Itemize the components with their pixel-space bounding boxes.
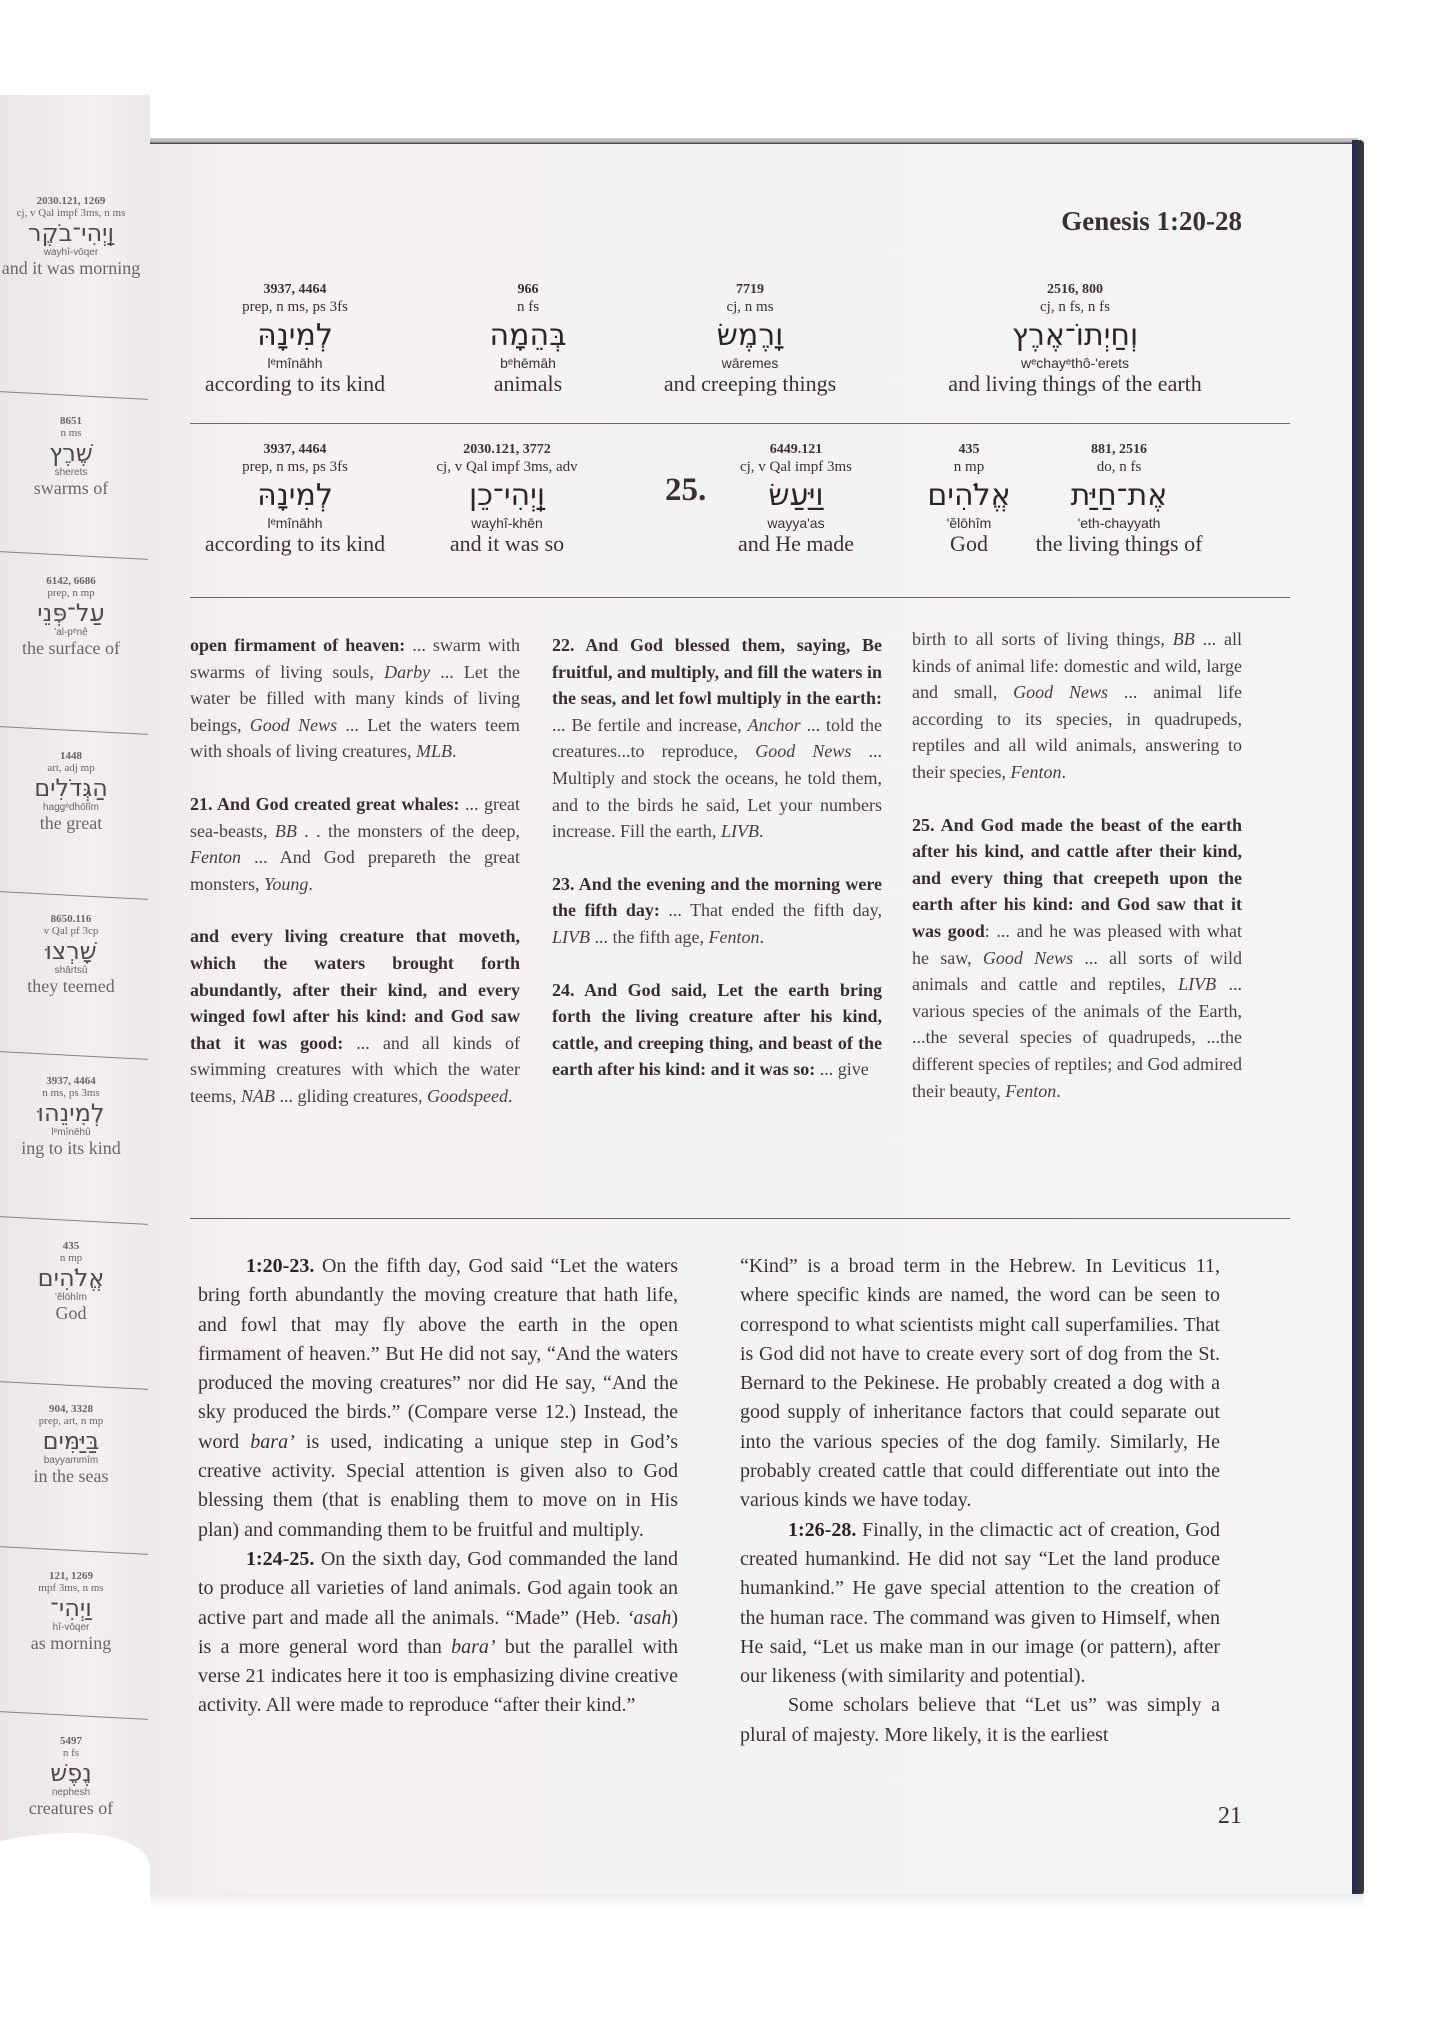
interlinear-word: 435 n mp אֱלֹהִים 'ĕlōhîm God: [927, 442, 1011, 556]
interlinear-word: 3937, 4464 prep, n ms, ps 3fs לְמִינָהּ lᵉmînāhh according to its kind: [204, 442, 386, 556]
interlinear-word: 881, 2516 do, n fs אֶת־חַיַּת 'eth-chayyath the living things of: [1035, 442, 1203, 556]
commentary-paragraph: 1:24-25. On the sixth day, God commanded the land to produce all varieties of land animals. God again took an active part and made all the animals. “Made” (Heb. ‘asah) is a more general word than bara’ but the parallel with verse 21 indicates here it too is emphasizing divine creative activity. All were made to reproduce “after their kind.”: [198, 1547, 678, 1717]
translation-entry: 24. And God said, Let the earth bring forth the living creature after his kind, cattle, and creeping thing, and beast of the earth after his kind: and it was so: ... give: [552, 979, 882, 1080]
translations-column-3: [912, 626, 1242, 1130]
page-right: [150, 144, 1352, 1894]
divider: [0, 891, 148, 900]
divider: [190, 597, 1290, 598]
running-head: Genesis 1:20-28: [1061, 206, 1242, 236]
interlinear-word: 2030.121, 3772 cj, v Qal impf 3ms, adv וַֽיְהִי־כֵן wayhî-khēn and it was so: [436, 442, 578, 556]
interlinear-word: 904, 3328 prep, art, n mp בַּיַּמִּים bayyammîm in the seas: [33, 1403, 109, 1486]
divider: [0, 1216, 148, 1225]
commentary-paragraph: 1:20-23. On the fifth day, God said “Let the waters bring forth abundantly the moving creature that hath life, and fowl that may fly above the earth in the open firmament of heaven.” But He did not say, “And the waters produced the moving creatures” nor did He say, “And the sky produced the birds.” (Compare verse 12.) Instead, the word bara’ is used, indicating a unique step in God’s creative activity. Special attention is given also to God blessing them (that is enabling them to move on in His plan) and commanding them to be fruitful and multiply.: [198, 1255, 678, 1541]
translation-entry: open firmament of heaven: ... swarm with swarms of living souls, Darby ... Let the water be filled with many kinds of living beings, Good News ... Let the waters teem with shoals of living creatures, MLB.: [190, 635, 521, 762]
interlinear-word: 7719 cj, n ms וָרֶמֶשׂ wāremes and creeping things: [663, 282, 837, 396]
page-bottom-shadow: [150, 1894, 1364, 1908]
interlinear-word: 6449.121 cj, v Qal impf 3ms וַיַּעַשׂ wayya'as and He made: [737, 442, 855, 556]
translation-entry: 21. And God created great whales: ... great sea-beasts, BB . . the monsters of the deep, Fenton ... And God prepareth the great monsters, Young.: [190, 793, 521, 894]
divider: [0, 726, 148, 735]
translation-entry: 25. And God made the beast of the earth after his kind, and cattle after their kind, and every thing that creepeth upon the earth after his kind: and God saw that it was good: ... and he was pleased with what he saw, Good News ... all sorts of wild animals and cattle and reptiles, LIVB ... various species of the animals of the Earth, ...the several species of quadrupeds, ...the different species of reptiles; and God admired their beauty, Fenton.: [912, 814, 1243, 1101]
interlinear-word: 1448 art, adj mp הַגְּדֹלִים haggᵉdhōlîm the great: [34, 750, 108, 833]
facing-page-left: [0, 95, 150, 1925]
commentary-paragraph: Some scholars believe that “Let us” was simply a plural of majesty. More likely, it is the earliest: [740, 1694, 1220, 1746]
divider: [190, 1218, 1290, 1219]
divider: [0, 1381, 148, 1390]
interlinear-word: 6142, 6686 prep, n mp עַל־פְּנֵי 'al-pᵉnê the surface of: [22, 575, 120, 658]
interlinear-word: 8651 n ms שֶׁרֶץ sherets swarms of: [33, 415, 109, 498]
interlinear-word: 3937, 4464 n ms, ps 3ms לְמִינֵהוּ lᵉmînēhû ing to its kind: [21, 1075, 121, 1158]
verse-number: 25.: [665, 472, 707, 508]
page-number: 21: [1218, 1803, 1242, 1829]
divider: [190, 423, 1290, 424]
interlinear-word: 966 n fs בְּהֵמָה bᵉhēmāh animals: [489, 282, 567, 396]
divider: [0, 1051, 148, 1060]
translation-entry: birth to all sorts of living things, BB ... all kinds of animal life: domestic and wild, large and small, Good News ... animal life according to its species, in quadrupeds, reptiles and all wild animals, answering to their species, Fenton.: [912, 629, 1243, 782]
translation-entry: and every living creature that moveth, which the waters brought forth abundantly, after their kind, and every winged fowl after his kind: and God saw that it was good: ... and all kinds of swimming creatures with which the water teems, NAB ... gliding creatures, Goodspeed.: [190, 926, 520, 1106]
divider: [0, 391, 148, 400]
translation-entry: 23. And the evening and the morning were the fifth day: ... That ended the fifth day, LIVB ... the fifth age, Fenton.: [552, 873, 882, 947]
commentary-column-right: [740, 1252, 1220, 1750]
commentary-paragraph: “Kind” is a broad term in the Hebrew. In Leviticus 11, where specific kinds are named, the word can be seen to correspond to what scientists might call superfamilies. That is God did not have to create every sort of dog from the St. Bernard to the Pekinese. He probably created a dog with a good supply of inheritance factors that could separate out into the various species of the dog family. Similarly, He probably created cattle that could differentiate out into the various kinds we have today.: [740, 1255, 1220, 1512]
interlinear-word: 3937, 4464 prep, n ms, ps 3fs לְמִינָהּ lᵉmînāhh according to its kind: [204, 282, 386, 396]
interlinear-word: 2030.121, 1269 cj, v Qal impf 3ms, n ms וַֽיְהִי־בֹקֶר wayhî-vōqer and it was morning: [1, 195, 141, 278]
divider: [0, 1711, 148, 1720]
divider: [0, 551, 148, 560]
interlinear-word: 435 n mp אֱלֹהִים 'ĕlōhîm God: [37, 1240, 105, 1323]
translation-entry: 22. And God blessed them, saying, Be fruitful, and multiply, and fill the waters in the seas, and let fowl multiply in the earth: ... Be fertile and increase, Anchor ... told the creatures...to reproduce, Good News ... Multiply and stock the oceans, he told them, and to the birds he said, Let your numbers increase. Fill the earth, LIVB.: [552, 635, 882, 842]
interlinear-word: 2516, 800 cj, n fs, n fs וְחַיְתוֹ־אֶרֶץ wᵉchayᵉthô-'erets and living things of the earth: [948, 282, 1202, 396]
interlinear-word: 5497 n fs נֶפֶשׁ nephesh creatures of: [28, 1735, 114, 1818]
interlinear-word: 8650.116 v Qal pf 3cp שָׁרְצוּ shārtsû they teemed: [27, 913, 115, 996]
interlinear-word: 121, 1269 mpf 3ms, n ms וַיְהִי־ hî-vōqer as morning: [30, 1570, 112, 1653]
translations-column-1: [190, 632, 520, 1136]
book-cover-right-edge: [1352, 140, 1364, 1895]
divider: [0, 1546, 148, 1555]
translations-column-2: [552, 632, 882, 1109]
commentary-column-left: [198, 1252, 678, 1721]
commentary-paragraph: 1:26-28. Finally, in the climactic act of creation, God created humankind. He did not say “Let the land produce humankind.” He gave special attention to the creation of the human race. The command was given to Himself, when He said, “Let us make man in our image (or pattern), after our likeness (with similarity and potential).: [740, 1518, 1220, 1688]
